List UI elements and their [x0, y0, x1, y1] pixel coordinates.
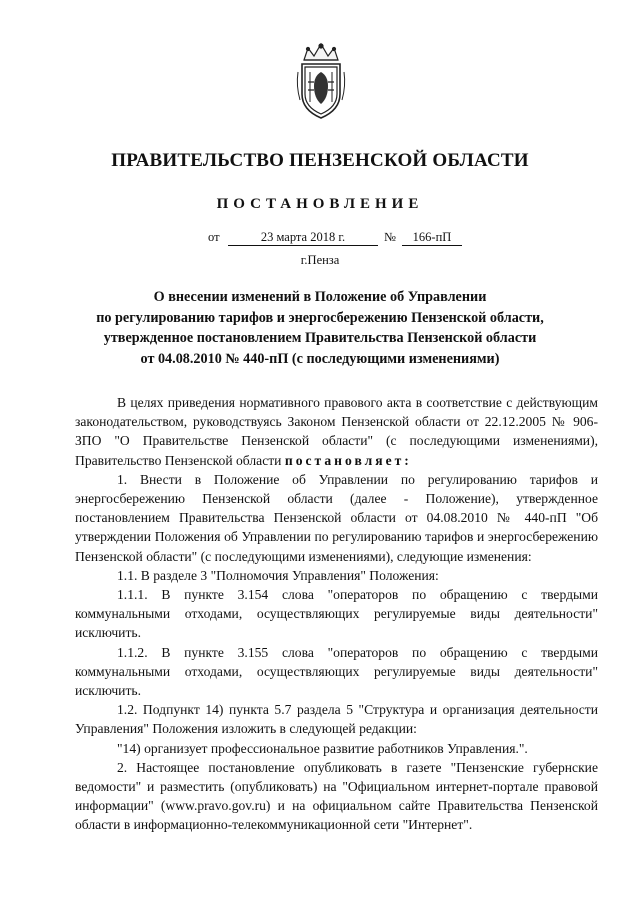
heading-line: от 04.08.2010 № 440-пП (с последующими изменениями) [140, 350, 500, 367]
paragraph-1-1: 1.1. В разделе 3 "Полномочия Управления" Положения: [117, 567, 439, 583]
heading-line: утвержденное постановлением Правительства Пензенской области [103, 330, 537, 346]
government-title: ПРАВИТЕЛЬСТВО ПЕНЗЕНСКОЙ ОБЛАСТИ [111, 150, 529, 171]
paragraph-1-1-1: 1.1.1. В пункте 3.154 слова "операторов по обращению с твердыми коммунальными отходами, осуществляющих регулируемые виды деятельности" исключить. [75, 587, 598, 641]
heading-line: О внесении изменений в Положение об Управлении [153, 289, 487, 305]
paragraph-2: 2. Настоящее постановление опубликовать в газете "Пензенские губернские ведомости" и разместить (опубликовать) на "Официальном интернет-портале правовой информации" (www.pravo.gov.ru) и на официальном сайте Правительства Пензенской области в информационно-телекоммуникационной сети "Интернет". [75, 759, 598, 833]
document-number: 166-пП [402, 230, 462, 246]
paragraph-quote: "14) организует профессиональное развитие работников Управления.". [117, 740, 528, 756]
paragraph-1-1-2: 1.1.2. В пункте 3.155 слова "операторов по обращению с твердыми коммунальными отходами, осуществляющих регулируемые виды деятельности" исключить. [75, 644, 598, 699]
preamble-paragraph [75, 393, 598, 470]
dateline [208, 230, 468, 248]
preamble-text: В целях приведения нормативного правового акта в соответствие с действующим законодательством, руководствуясь Законом Пензенской области от 22.12.2005 № 906-ЗПО "О Правительстве Пензенской области" (с последующими изменениями), Правительство Пензенской области [75, 395, 598, 468]
penza-coat-of-arms-icon [294, 42, 348, 122]
document-type: ПОСТАНОВЛЕНИЕ [216, 196, 424, 212]
city: г.Пенза [300, 253, 340, 267]
decree-word: постановляет: [284, 452, 412, 468]
paragraph-1: 1. Внести в Положение об Управлении по регулированию тарифов и энергосбережению Пензенской области (далее - Положение), утвержденное постановлением Правительства Пензенской области от 04.08.2010 № 440-пП "Об утверждении Положения об Управлении по регулированию тарифов и энергосбережению Пензенской области" (с последующими изменениями), следующие изменения: [75, 471, 598, 564]
document-body [75, 393, 598, 835]
document-heading [60, 287, 580, 369]
date-prefix: от [208, 230, 220, 244]
document-date: 23 марта 2018 г. [228, 230, 378, 246]
heading-line: по регулированию тарифов и энергосбережению Пензенской области, [96, 309, 544, 326]
paragraph-1-2: 1.2. Подпункт 14) пункта 5.7 раздела 5 "Структура и организация деятельности Управления" Положения изложить в следующей редакции: [75, 702, 598, 737]
number-label: № [384, 230, 396, 244]
